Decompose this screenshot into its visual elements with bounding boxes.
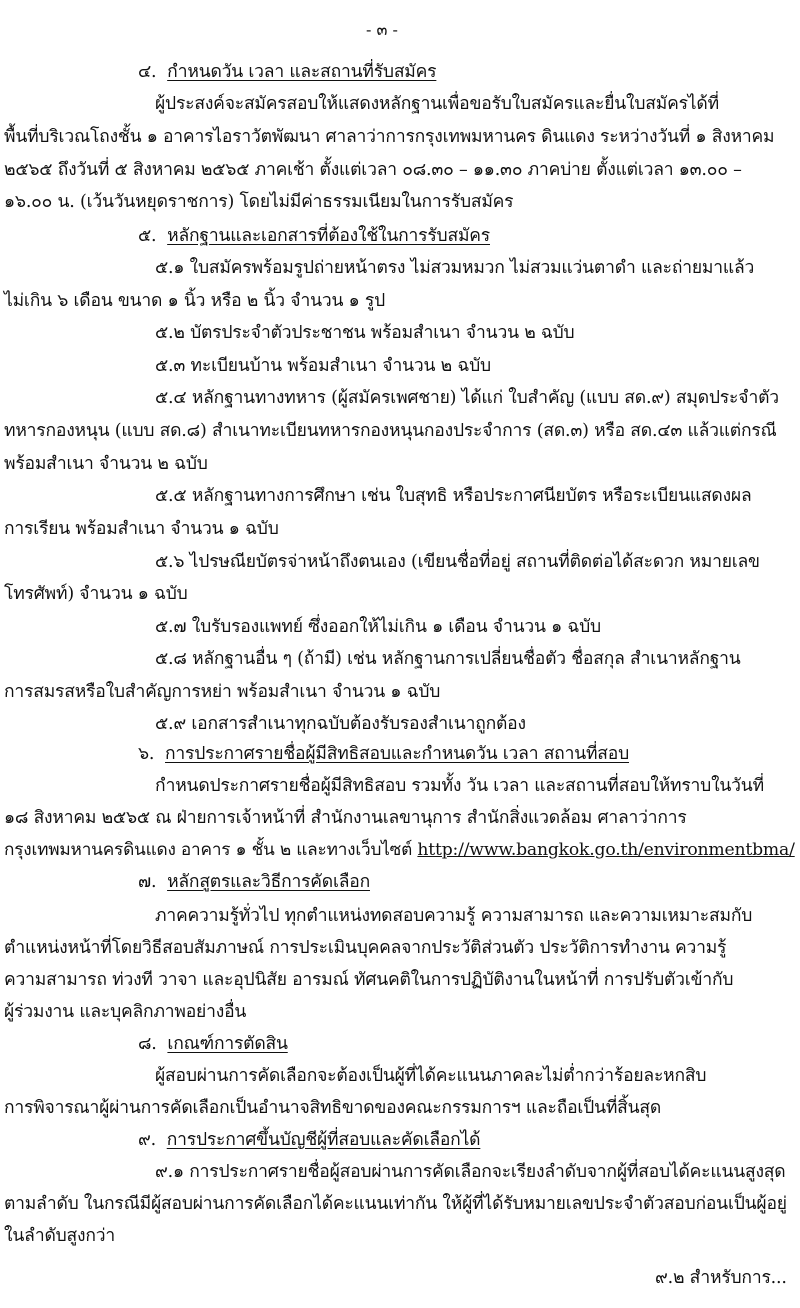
item-9-1-line-1: ๙.๑ การประกาศรายชื่อผู้สอบผ่านการคัดเลือกจะเรียงลำดับจากผู้ที่สอบได้คะแนนสูงสุด <box>155 1162 786 1182</box>
section-8-title: เกณฑ์การตัดสิน <box>167 1034 288 1054</box>
section-7-title: หลักสูตรและวิธีการคัดเลือก <box>167 872 370 892</box>
item-5-6-line-1: ๕.๖ ไปรษณียบัตรจ่าหน้าถึงตนเอง (เขียนชื่อที่อยู่ สถานที่ติดต่อได้สะดวก หมายเลข <box>155 552 760 572</box>
section-6-line-1: กำหนดประกาศรายชื่อผู้มีสิทธิสอบ รวมทั้ง วัน เวลา และสถานที่สอบให้ทราบในวันที่ <box>155 776 764 796</box>
item-5-3: ๕.๓ ทะเบียนบ้าน พร้อมสำเนา จำนวน ๒ ฉบับ <box>155 356 491 376</box>
item-9-1-line-2: ตามลำดับ ในกรณีมีผู้สอบผ่านการคัดเลือกได้คะแนนเท่ากัน ให้ผู้ที่ได้รับหมายเลขประจำตัวสอบก่อนเป็นผู้อยู่ <box>4 1194 787 1214</box>
continuation-text: ๙.๒ สำหรับการ... <box>655 1268 787 1288</box>
item-5-8-line-1: ๕.๘ หลักฐานอื่น ๆ (ถ้ามี) เช่น หลักฐานการเปลี่ยนชื่อตัว ชื่อสกุล สำเนาหลักฐาน <box>155 649 741 669</box>
item-5-4-line-3: พร้อมสำเนา จำนวน ๒ ฉบับ <box>4 454 208 474</box>
section-4-title: กำหนดวัน เวลา และสถานที่รับสมัคร <box>167 62 437 82</box>
item-5-5-line-1: ๕.๕ หลักฐานทางการศึกษา เช่น ใบสุทธิ หรือประกาศนียบัตร หรือระเบียนแสดงผล <box>155 486 752 506</box>
section-7-number: ๗. <box>138 872 157 892</box>
section-7-line-2: ตำแหน่งหน้าที่โดยวิธีสอบสัมภาษณ์ การประเมินบุคคลจากประวัติส่วนตัว ประวัติการทำงาน ความรู้ <box>4 938 727 958</box>
section-6-title: การประกาศรายชื่อผู้มีสิทธิสอบและกำหนดวัน เวลา สถานที่สอบ <box>165 744 629 764</box>
section-4-line-2: พื้นที่บริเวณโถงชั้น ๑ อาคารไอราวัตพัฒนา ศาลาว่าการกรุงเทพมหานคร ดินแดง ระหว่างวันที่ ๑ สิงหาคม <box>4 127 775 147</box>
item-9-1-line-3: ในลำดับสูงกว่า <box>4 1226 116 1246</box>
section-7-line-3: ความสามารถ ท่วงที วาจา และอุปนิสัย อารมณ์ ทัศนคติในการปฏิบัติงานในหน้าที่ การปรับตัวเข้ากับ <box>4 970 734 990</box>
section-4-heading <box>138 60 436 84</box>
section-8-line-1: ผู้สอบผ่านการคัดเลือกจะต้องเป็นผู้ที่ได้คะแนนภาคละไม่ต่ำกว่าร้อยละหกสิบ <box>155 1066 707 1086</box>
section-9-heading <box>138 1128 480 1152</box>
item-5-1-line-1: ๕.๑ ใบสมัครพร้อมรูปถ่ายหน้าตรง ไม่สวมหมวก ไม่สวมแว่นตาดำ และถ่ายมาแล้ว <box>155 258 755 278</box>
section-6-line-3-text: กรุงเทพมหานครดินแดง อาคาร ๑ ชั้น ๒ และทางเว็บไซต์ <box>4 840 413 860</box>
item-5-4-line-1: ๕.๔ หลักฐานทางทหาร (ผู้สมัครเพศชาย) ได้แก่ ใบสำคัญ (แบบ สด.๙) สมุดประจำตัว <box>155 388 779 408</box>
section-7-line-4: ผู้ร่วมงาน และบุคลิกภาพอย่างอื่น <box>4 1002 247 1022</box>
section-5-number: ๕. <box>138 226 157 246</box>
section-5-heading <box>138 224 490 248</box>
website-link[interactable]: http://www.bangkok.go.th/environmentbma/ <box>417 840 795 860</box>
item-5-1-line-2: ไม่เกิน ๖ เดือน ขนาด ๑ นิ้ว หรือ ๒ นิ้ว จำนวน ๑ รูป <box>4 291 386 311</box>
section-6-line-2: ๑๘ สิงหาคม ๒๕๖๕ ณ ฝ่ายการเจ้าหน้าที่ สำนักงานเลขานุการ สำนักสิ่งแวดล้อม ศาลาว่าการ <box>4 808 687 828</box>
section-8-number: ๘. <box>138 1034 157 1054</box>
item-5-2: ๕.๒ บัตรประจำตัวประชาชน พร้อมสำเนา จำนวน ๒ ฉบับ <box>155 323 575 343</box>
section-4-line-3: ๒๕๖๕ ถึงวันที่ ๕ สิงหาคม ๒๕๖๕ ภาคเช้า ตั้งแต่เวลา ๐๘.๓๐ – ๑๑.๓๐ ภาคบ่าย ตั้งแต่เวลา ๑๓.๐๐ – <box>4 160 742 180</box>
section-4-number: ๔. <box>138 62 157 82</box>
section-5-title: หลักฐานและเอกสารที่ต้องใช้ในการรับสมัคร <box>167 226 490 246</box>
item-5-9: ๕.๙ เอกสารสำเนาทุกฉบับต้องรับรองสำเนาถูกต้อง <box>155 714 526 734</box>
section-8-heading <box>138 1032 288 1056</box>
section-9-title: การประกาศขึ้นบัญชีผู้ที่สอบและคัดเลือกได้ <box>166 1130 481 1150</box>
section-7-heading <box>138 870 370 894</box>
section-7-line-1: ภาคความรู้ทั่วไป ทุกตำแหน่งทดสอบความรู้ ความสามารถ และความเหมาะสมกับ <box>155 906 753 926</box>
page-number: - ๓ - <box>366 20 398 39</box>
section-9-number: ๙. <box>138 1130 156 1150</box>
section-6-line-3 <box>4 838 795 862</box>
section-8-line-2: การพิจารณาผู้ผ่านการคัดเลือกเป็นอำนาจสิทธิขาดของคณะกรรมการฯ และถือเป็นที่สิ้นสุด <box>4 1098 662 1118</box>
item-5-4-line-2: ทหารกองหนุน (แบบ สด.๘) สำเนาทะเบียนทหารกองหนุนกองประจำการ (สด.๓) หรือ สด.๔๓ แล้วแต่กรณี <box>4 421 777 441</box>
item-5-5-line-2: การเรียน พร้อมสำเนา จำนวน ๑ ฉบับ <box>4 519 279 539</box>
section-4-line-1: ผู้ประสงค์จะสมัครสอบให้แสดงหลักฐานเพื่อขอรับใบสมัครและยื่นใบสมัครได้ที่ <box>155 94 719 114</box>
item-5-6-line-2: โทรศัพท์) จำนวน ๑ ฉบับ <box>4 584 188 604</box>
section-6-number: ๖. <box>138 744 155 764</box>
item-5-8-line-2: การสมรสหรือใบสำคัญการหย่า พร้อมสำเนา จำนวน ๑ ฉบับ <box>4 682 441 702</box>
section-4-line-4: ๑๖.๐๐ น. (เว้นวันหยุดราชการ) โดยไม่มีค่าธรรมเนียมในการรับสมัคร <box>4 192 514 212</box>
section-6-heading <box>138 742 629 766</box>
item-5-7: ๕.๗ ใบรับรองแพทย์ ซึ่งออกให้ไม่เกิน ๑ เดือน จำนวน ๑ ฉบับ <box>155 617 601 637</box>
